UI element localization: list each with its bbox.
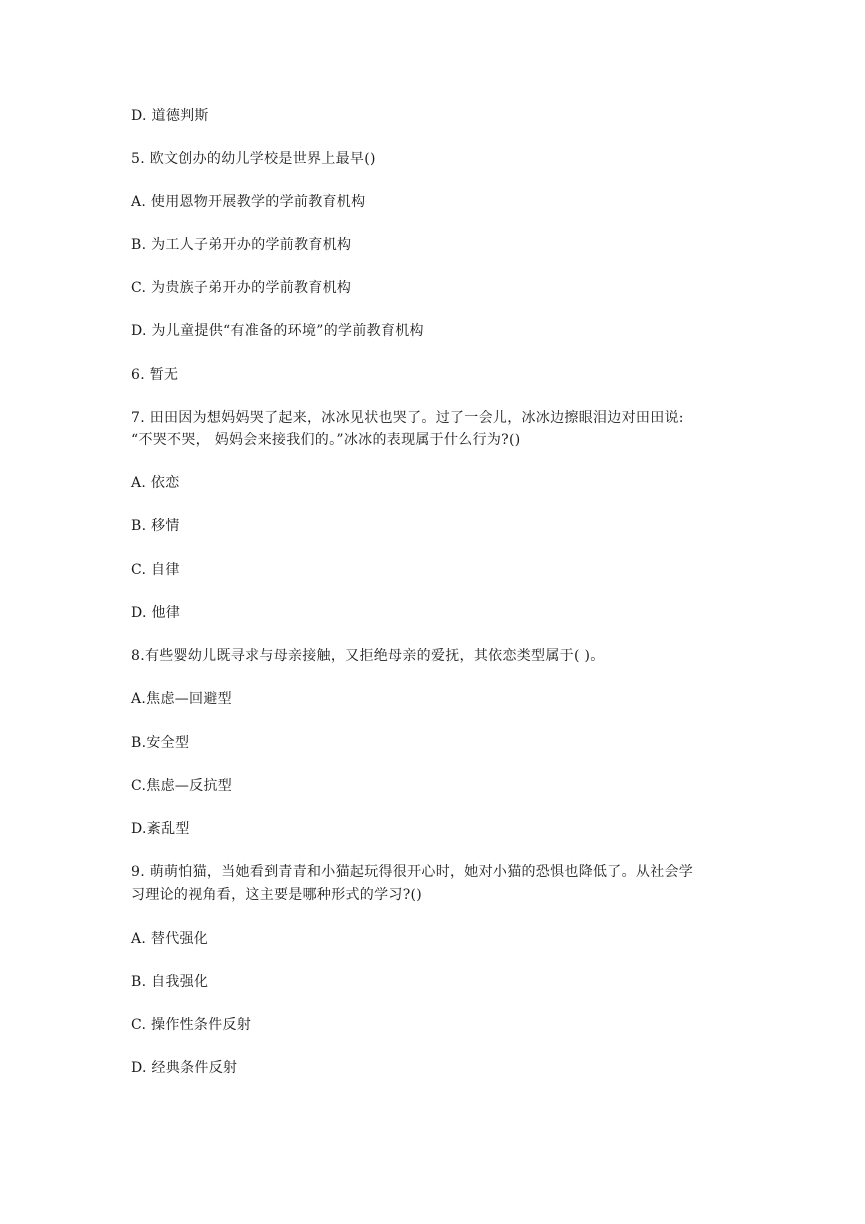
q8-question: 8.有些婴幼儿既寻求与母亲接触，又拒绝母亲的爱抚，其依恋类型属于( )。 — [131, 648, 605, 664]
q5-option-c: C. 为贵族子弟开办的学前教育机构 — [131, 280, 352, 296]
q7-option-b: B. 移情 — [131, 518, 180, 534]
q7-option-c: C. 自律 — [131, 562, 180, 578]
q7-question-line-2: “不哭不哭， 妈妈会来接我们的。”冰冰的表现属于什么行为?() — [131, 432, 521, 448]
q5-option-b: B. 为工人子弟开办的学前教育机构 — [131, 237, 352, 253]
q9-option-c: C. 操作性条件反射 — [131, 1017, 252, 1033]
q7-question-line-1: 7. 田田因为想妈妈哭了起来，冰冰见状也哭了。过了一会儿，冰冰边擦眼泪边对田田说: — [131, 410, 684, 426]
q9-option-b: B. 自我强化 — [131, 974, 209, 990]
q6-question: 6. 暂无 — [131, 367, 179, 383]
q7-option-d: D. 他律 — [131, 605, 181, 621]
q5-question: 5. 欧文创办的幼儿学校是世界上最早() — [131, 151, 376, 167]
q5-option-d: D. 为儿童提供“有准备的环境”的学前教育机构 — [131, 323, 424, 339]
q7-option-a: A. 依恋 — [131, 475, 180, 491]
q8-option-b: B.安全型 — [131, 735, 190, 751]
q9-question-line-2: 习理论的视角看，这主要是哪种形式的学习?() — [131, 887, 423, 903]
q8-option-a: A.焦虑—回避型 — [131, 691, 232, 707]
q5-option-a: A. 使用恩物开展教学的学前教育机构 — [131, 194, 366, 210]
q8-option-c: C.焦虑—反抗型 — [131, 778, 233, 794]
q9-question-line-1: 9. 萌萌怕猫，当她看到青青和小猫起玩得很开心时，她对小猫的恐惧也降低了。从社会学 — [131, 864, 694, 880]
q8-option-d: D.紊乱型 — [131, 821, 190, 837]
q4-option-d: D. 道德判斯 — [131, 108, 209, 124]
q9-option-a: A. 替代强化 — [131, 931, 209, 947]
q9-option-d: D. 经典条件反射 — [131, 1060, 238, 1076]
